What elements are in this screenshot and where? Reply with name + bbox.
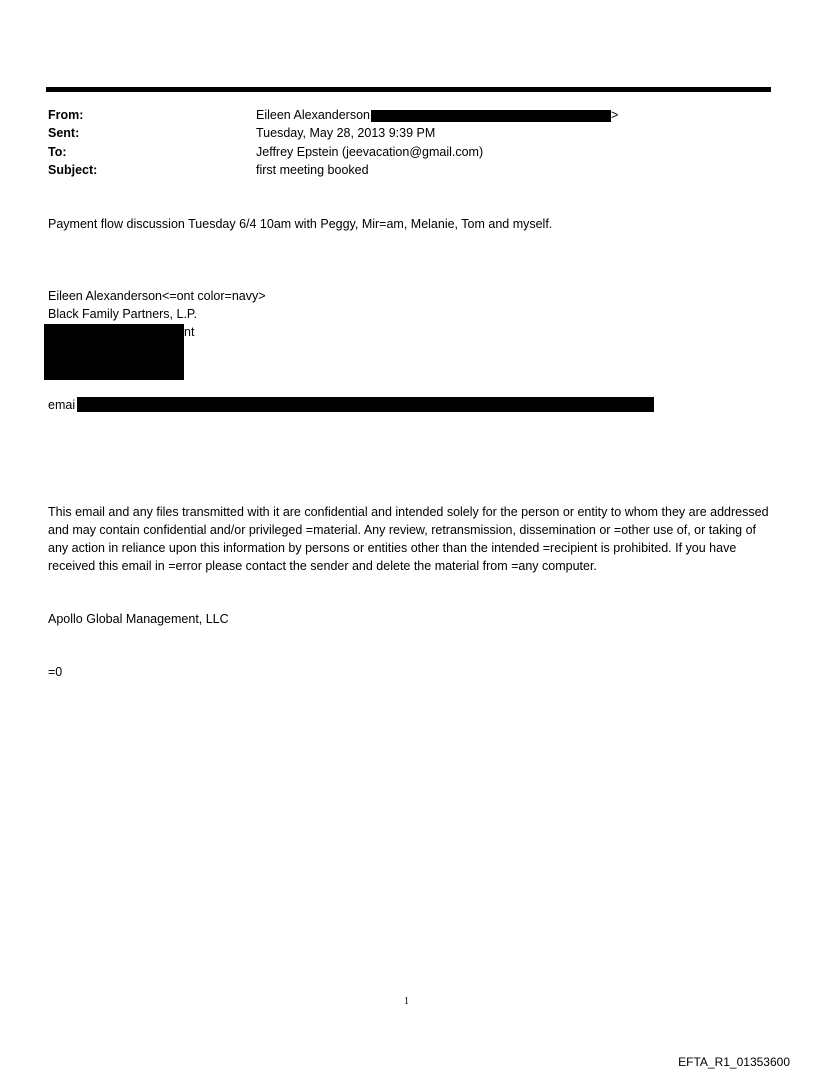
confidentiality-disclaimer: This email and any files transmitted with it are confidential and intended solely for the person or entity to whom they are addressed and may contain confidential and/or privileged =material. Any review, retransmission, dissemination or =other use of, or taking of any action in reliance upon this information by persons or entities other than the intended =recipient is prohibited. If you have received this email in =error please contact the sender and delete the material from =any computer. <box>48 505 769 573</box>
to-label: To: <box>48 145 67 159</box>
to-value: Jeffrey Epstein (jeevacation@gmail.com) <box>256 145 484 159</box>
redaction-signature-block <box>44 324 184 380</box>
encoding-trailer: =0 <box>48 665 63 679</box>
header-rule <box>46 87 771 92</box>
bates-number: EFTA_R1_01353600 <box>678 1055 790 1069</box>
redaction-email-line <box>77 397 654 412</box>
footer-company: Apollo Global Management, LLC <box>48 612 229 626</box>
sent-label: Sent: <box>48 126 80 140</box>
signature-company: Black Family Partners, L.P. <box>48 307 198 321</box>
redaction-from-email <box>371 110 611 122</box>
subject-label: Subject: <box>48 163 98 177</box>
signature-name: Eileen Alexanderson<=ont color=navy> <box>48 289 266 303</box>
page-number: 1 <box>404 996 409 1007</box>
message-body: Payment flow discussion Tuesday 6/4 10am with Peggy, Mir=am, Melanie, Tom and myself. <box>48 217 553 231</box>
from-tail: > <box>611 108 619 122</box>
signature-title-fragment: nt <box>184 325 195 339</box>
sent-value: Tuesday, May 28, 2013 9:39 PM <box>256 126 436 140</box>
subject-value: first meeting booked <box>256 163 369 177</box>
from-label: From: <box>48 108 84 122</box>
signature-email-prefix: emai <box>48 398 76 412</box>
from-value: Eileen Alexanderson <box>256 108 370 122</box>
